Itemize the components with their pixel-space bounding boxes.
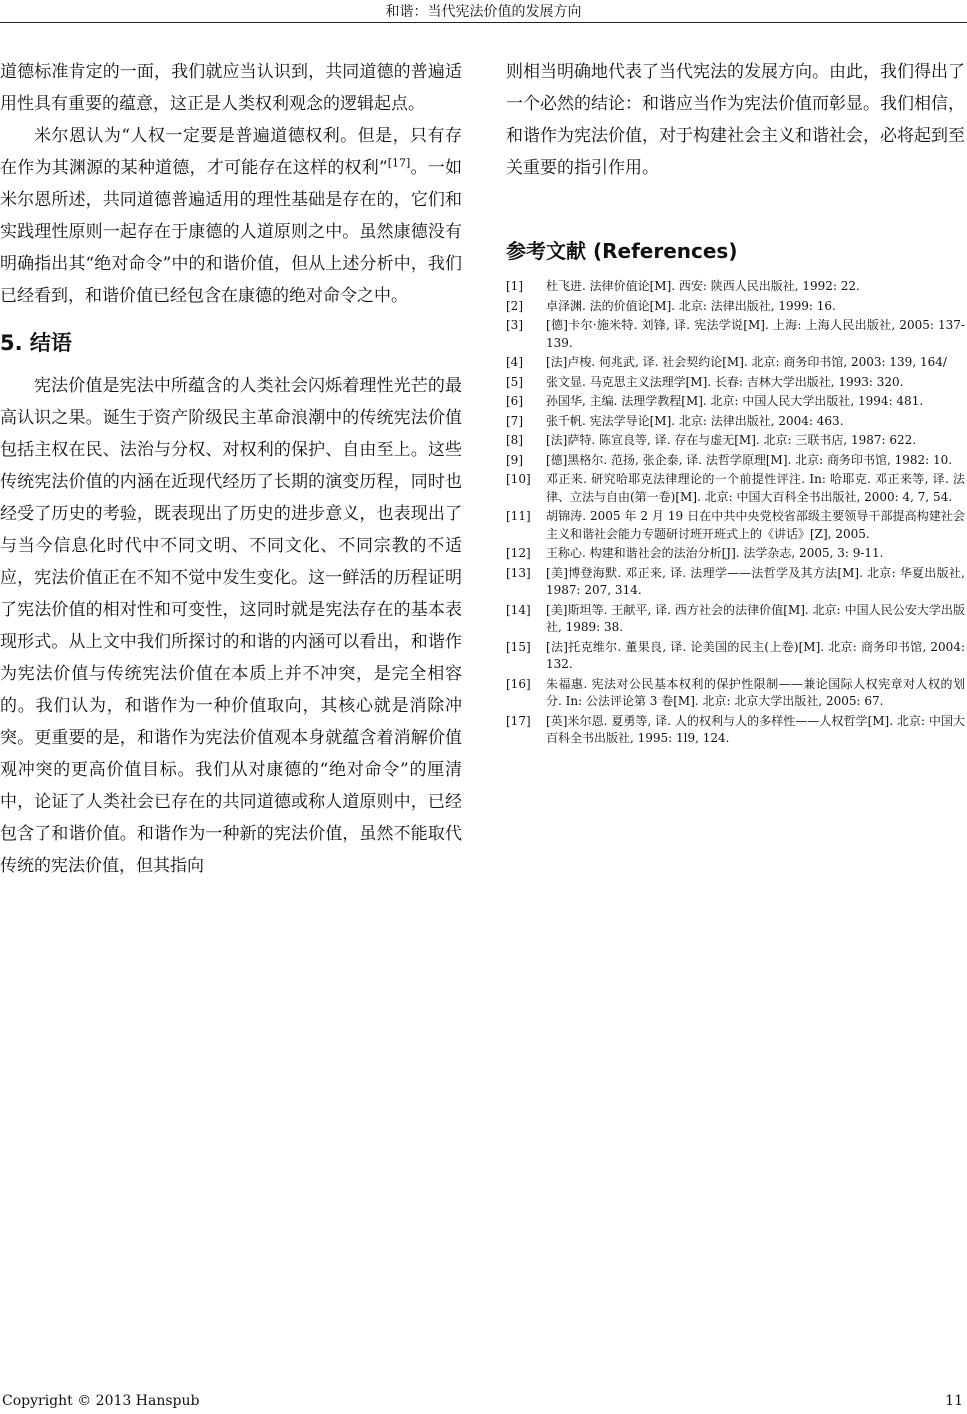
reference-item <box>506 713 965 748</box>
references-list <box>506 278 965 748</box>
copyright-notice: Copyright © 2013 Hanspub <box>2 1393 200 1409</box>
reference-item <box>506 676 965 711</box>
right-column <box>506 56 965 750</box>
body-paragraph-1: 道德标准肯定的一面，我们就应当认识到，共同道德的普遍适用性具有重要的蕴意，这正是人类权利观念的逻辑起点。 <box>0 62 462 114</box>
body-paragraph-4: 则相当明确地代表了当代宪法的发展方向。由此，我们得出了一个必然的结论：和谐应当作为宪法价值而彰显。我们相信，和谐作为宪法价值，对于构建社会主义和谐社会，必将起到至关重要的指引作用。 <box>506 62 965 178</box>
reference-item <box>506 278 965 296</box>
reference-text: 张千帆. 宪法学导论[M]. 北京: 法律出版社, 2004: 463. <box>546 413 844 428</box>
reference-number: [3] <box>506 318 523 332</box>
page-number: 11 <box>945 1393 963 1409</box>
reference-item <box>506 432 965 450</box>
reference-number: [1] <box>506 279 523 293</box>
reference-item <box>506 471 965 506</box>
references-heading: 参考文献 (References) <box>506 239 738 263</box>
reference-number: [4] <box>506 355 523 369</box>
reference-number: [14] <box>506 602 531 617</box>
reference-text: 孙国华, 主编. 法理学教程[M]. 北京: 中国人民大学出版社, 1994: 481. <box>546 394 924 408</box>
reference-number: [12] <box>506 546 531 560</box>
reference-item <box>506 317 965 352</box>
reference-text: [法]萨特. 陈宣良等, 译. 存在与虚无[M]. 北京: 三联书店, 1987: 622. <box>546 433 917 447</box>
reference-text: 卓泽渊. 法的价值论[M]. 北京: 法律出版社, 1999: 16. <box>546 298 836 313</box>
reference-text: [法]托克维尔. 董果良, 译. 论美国的民主(上卷)[M]. 北京: 商务印书馆, 2004: 132. <box>546 639 965 671</box>
reference-number: [6] <box>506 394 523 408</box>
reference-number: [17] <box>506 713 531 728</box>
reference-text: [德]黑格尔. 范扬, 张企泰, 译. 法哲学原理[M]. 北京: 商务印书馆, 1982: 10. <box>546 452 953 467</box>
reference-number: [7] <box>506 413 523 428</box>
reference-number: [10] <box>506 472 531 486</box>
reference-text: 邓正来. 研究哈耶克法律理论的一个前提性评注. In: 哈耶克. 邓正来等, 译. 法律、立法与自由(第一卷)[M]. 北京: 中国大百科全书出版社, 2000: 4, 7, 54. <box>546 472 965 504</box>
reference-item <box>506 508 965 543</box>
reference-item <box>506 452 965 470</box>
reference-text: 朱福惠. 宪法对公民基本权利的保护性限制——兼论国际人权宪章对人权的划分. In: 公法评论第 3 卷[M]. 北京: 北京大学出版社, 2005: 67. <box>546 676 965 708</box>
reference-text: [法]卢梭. 何兆武, 译. 社会契约论[M]. 北京: 商务印书馆, 2003: 139, 164/ <box>546 355 947 369</box>
reference-item <box>506 545 965 563</box>
reference-text: 杜飞进. 法律价值论[M]. 西安: 陕西人民出版社, 1992: 22. <box>546 279 860 293</box>
body-paragraph-2 <box>0 120 462 312</box>
reference-number: [5] <box>506 374 523 389</box>
body-paragraph-3: 宪法价值是宪法中所蕴含的人类社会闪烁着理性光芒的最高认识之果。诞生于资产阶级民主革命浪潮中的传统宪法价值包括主权在民、法治与分权、对权利的保护、自由至上。这些传统宪法价值的内涵在近现代经历了长期的演变历程，同时也经受了历史的考验，既表现出了历史的进步意义，也表现出了与当今信息化时代中不同文明、不同文化、不同宗教的不适应，宪法价值正在不知不觉中发生变化。这一鲜活的历程证明了宪法价值的相对性和可变性，这同时就是宪法存在的基本表现形式。从上文中我们所探讨的和谐的内涵可以看出，和谐作为宪法价值与传统宪法价值在本质上并不冲突，是完全相容的。我们认为，和谐作为一种价值取向，其核心就是消除冲突。更重要的是，和谐作为宪法价值观本身就蕴含着消解价值观冲突的更高价值目标。我们从对康德的“绝对命令”的厘清中，论证了人类社会已存在的共同道德或称人道原则中，已经包含了和谐价值。和谐作为一种新的宪法价值，虽然不能取代传统的宪法价值，但其指向 <box>0 376 462 876</box>
reference-text: [美]斯坦等. 王献平, 译. 西方社会的法律价值[M]. 北京: 中国人民公安大学出版社, 1989: 38. <box>546 602 965 634</box>
section-heading-conclusion: 5. 结语 <box>0 331 72 355</box>
reference-number: [9] <box>506 452 523 467</box>
running-header-title: 和谐：当代宪法价值的发展方向 <box>385 4 582 20</box>
reference-item <box>506 639 965 674</box>
paragraph-2-text-start: 米尔恩认为“人权一定要是普遍道德权利。但是，只有存在作为其渊源的某种道德，才可能存在这样的权利” <box>0 126 462 178</box>
reference-text: 胡锦涛. 2005 年 2 月 19 日在中共中央党校省部级主要领导干部提高构建社会主义和谐社会能力专题研讨班开班式上的《讲话》[Z], 2005. <box>546 509 965 541</box>
reference-number: [8] <box>506 433 523 447</box>
reference-item <box>506 565 965 600</box>
reference-number: [2] <box>506 298 523 313</box>
reference-text: [美]博登海默. 邓正来, 译. 法理学——法哲学及其方法[M]. 北京: 华夏出版社, 1987: 207, 314. <box>546 565 965 597</box>
reference-item <box>506 354 965 372</box>
reference-number: [11] <box>506 509 531 523</box>
reference-item <box>506 602 965 637</box>
reference-text: [英]米尔恩. 夏勇等, 译. 人的权利与人的多样性——人权哲学[M]. 北京: 中国大百科全书出版社, 1995: 1l9, 124. <box>546 713 965 745</box>
reference-item <box>506 393 965 411</box>
paragraph-2-text-end: 。一如米尔恩所述，共同道德普遍适用的理性基础是存在的，它们和实践理性原则一起存在于康德的人道原则之中。虽然康德没有明确指出其“绝对命令”中的和谐价值，但从上述分析中，我们已经看到，和谐价值已经包含在康德的绝对命令之中。 <box>0 158 462 306</box>
reference-text: 张文显. 马克思主义法理学[M]. 长春: 吉林大学出版社, 1993: 320. <box>546 374 904 389</box>
left-column <box>0 56 462 882</box>
citation-marker[interactable]: [17] <box>387 156 411 170</box>
reference-item <box>506 374 965 392</box>
reference-number: [16] <box>506 676 531 691</box>
reference-text: [德]卡尔·施米特. 刘锋, 译. 宪法学说[M]. 上海: 上海人民出版社, 2005: 137-139. <box>546 318 965 350</box>
running-header <box>0 0 967 23</box>
reference-item <box>506 413 965 431</box>
reference-item <box>506 298 965 316</box>
reference-number: [13] <box>506 565 531 580</box>
reference-number: [15] <box>506 639 531 654</box>
reference-text: 王称心. 构建和谐社会的法治分析[J]. 法学杂志, 2005, 3: 9-11. <box>546 546 884 560</box>
